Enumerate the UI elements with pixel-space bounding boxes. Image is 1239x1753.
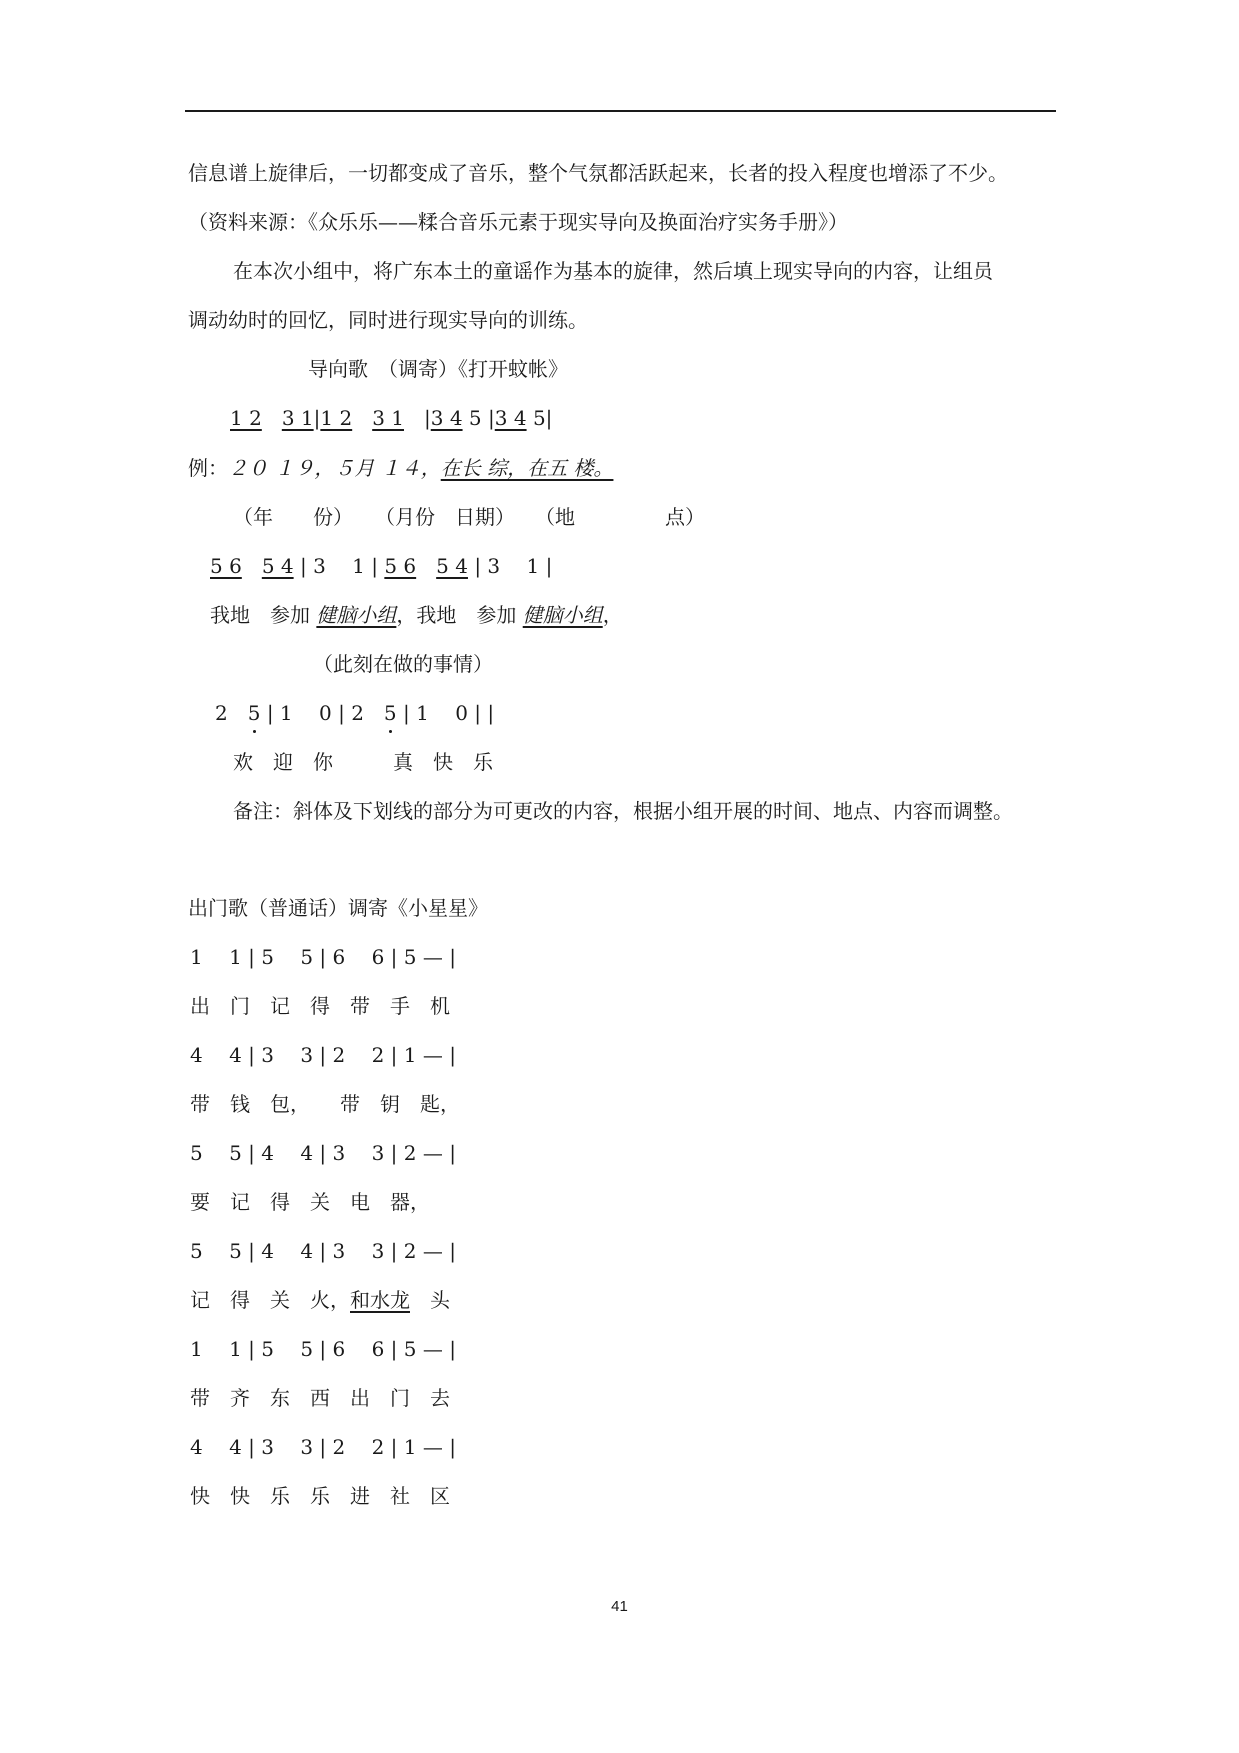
hint-year: （年 份） <box>233 505 353 529</box>
song1-note: 备注：斜体及下划线的部分为可更改的内容，根据小组开展的时间、地点、内容而调整。 <box>233 799 1013 823</box>
lyric-fixed: 记 得 关 火， <box>190 1288 350 1312</box>
paragraph-1: 信息谱上旋律后，一切都变成了音乐，整个气氛都活跃起来，长者的投入程度也增添了不少。 <box>188 161 1008 185</box>
note-low-dot: 5 <box>247 701 261 725</box>
lyric-underlined: 和水龙 <box>350 1288 410 1312</box>
song2-line: 出 门 记 得 带 手 机 <box>190 994 450 1018</box>
header-rule <box>185 110 1056 112</box>
note-group: 1 0 <box>279 701 332 725</box>
hint-place-end: 点） <box>665 505 705 529</box>
note: 2 <box>351 701 364 725</box>
example-date: ２０ １９，５月 １４， <box>228 456 441 480</box>
note-group: 1 2 <box>320 406 353 430</box>
song2-line: 快 快 乐 乐 进 社 区 <box>190 1484 450 1508</box>
song1-notation-3: 2 5 | 1 0 | 2 5 | 1 0 | | <box>215 701 495 725</box>
lyric-editable: 健脑小组 <box>522 603 603 627</box>
song2-line: 带 齐 东 西 出 门 去 <box>190 1386 450 1410</box>
page-number: 41 <box>611 1598 628 1615</box>
note-group: 3 1 <box>313 554 365 578</box>
example-prefix: 例： <box>188 456 228 480</box>
hint-activity: （此刻在做的事情） <box>313 652 493 676</box>
note-group: 5 6 <box>384 554 417 578</box>
note-group: 3 4 <box>494 406 527 430</box>
song2-line: 要 记 得 关 电 器， <box>190 1190 430 1214</box>
lyric-fixed: 头 <box>410 1288 450 1312</box>
lyric-punct: ， <box>602 603 623 627</box>
note: 5 <box>468 406 482 430</box>
song2-title: 出门歌（普通话）调寄《小星星》 <box>188 896 488 920</box>
song1-lyric-2 <box>210 602 623 628</box>
paragraph-2-line-2: 调动幼时的回忆，同时进行现实导向的训练。 <box>188 308 588 332</box>
note-group: 1 2 <box>230 406 262 430</box>
song2-line: 4 4 | 3 3 | 2 2 | 1 — | <box>190 1043 456 1067</box>
note-group: 3 4 <box>430 406 463 430</box>
note-group: 5 6 <box>210 554 242 578</box>
note-group: 5 4 <box>261 554 294 578</box>
song2-line: 5 5 | 4 4 | 3 3 | 2 — | <box>190 1141 456 1165</box>
note-group: 3 1 <box>372 406 404 430</box>
song1-notation-1: 1 2 3 1|1 2 3 1 |3 4 5 |3 4 5| <box>230 406 553 430</box>
lyric-fixed: ，我地 参加 <box>396 603 517 627</box>
song2-line <box>190 1287 450 1313</box>
song1-example <box>188 455 613 481</box>
note-group: 1 0 <box>416 701 468 725</box>
lyric-fixed: 我地 参加 <box>210 603 310 627</box>
example-place: 在长 综，在五 楼。 <box>440 456 614 480</box>
song2-line: 带 钱 包， 带 钥 匙， <box>190 1092 460 1116</box>
note: 2 <box>215 701 228 725</box>
note-group: 3 1 <box>487 554 540 578</box>
song2-line: 1 1 | 5 5 | 6 6 | 5 — | <box>190 1337 456 1361</box>
song2-line: 1 1 | 5 5 | 6 6 | 5 — | <box>190 945 456 969</box>
hint-place-start: （地 <box>535 505 575 529</box>
song2-line: 4 4 | 3 3 | 2 2 | 1 — | <box>190 1435 456 1459</box>
hint-month-day: （月份 日期） <box>375 505 515 529</box>
note-group: 3 1 <box>281 406 314 430</box>
paragraph-2-line-1: 在本次小组中，将广东本土的童谣作为基本的旋律，然后填上现实导向的内容，让组员 <box>233 259 993 283</box>
song1-notation-2: 5 6 5 4 | 3 1 | 5 6 5 4 | 3 1 | <box>210 554 553 578</box>
note-low-dot: 5 <box>383 701 397 725</box>
note-group: 5 4 <box>436 554 468 578</box>
note: 5 <box>532 406 546 430</box>
song1-title: 导向歌 （调寄）《打开蚊帐》 <box>308 357 568 381</box>
source-citation: （资料来源：《众乐乐——糅合音乐元素于现实导向及换面治疗实务手册》） <box>188 210 848 234</box>
lyric-editable: 健脑小组 <box>316 603 397 627</box>
song2-line: 5 5 | 4 4 | 3 3 | 2 — | <box>190 1239 456 1263</box>
song1-lyric-3: 欢 迎 你 真 快 乐 <box>233 750 493 774</box>
